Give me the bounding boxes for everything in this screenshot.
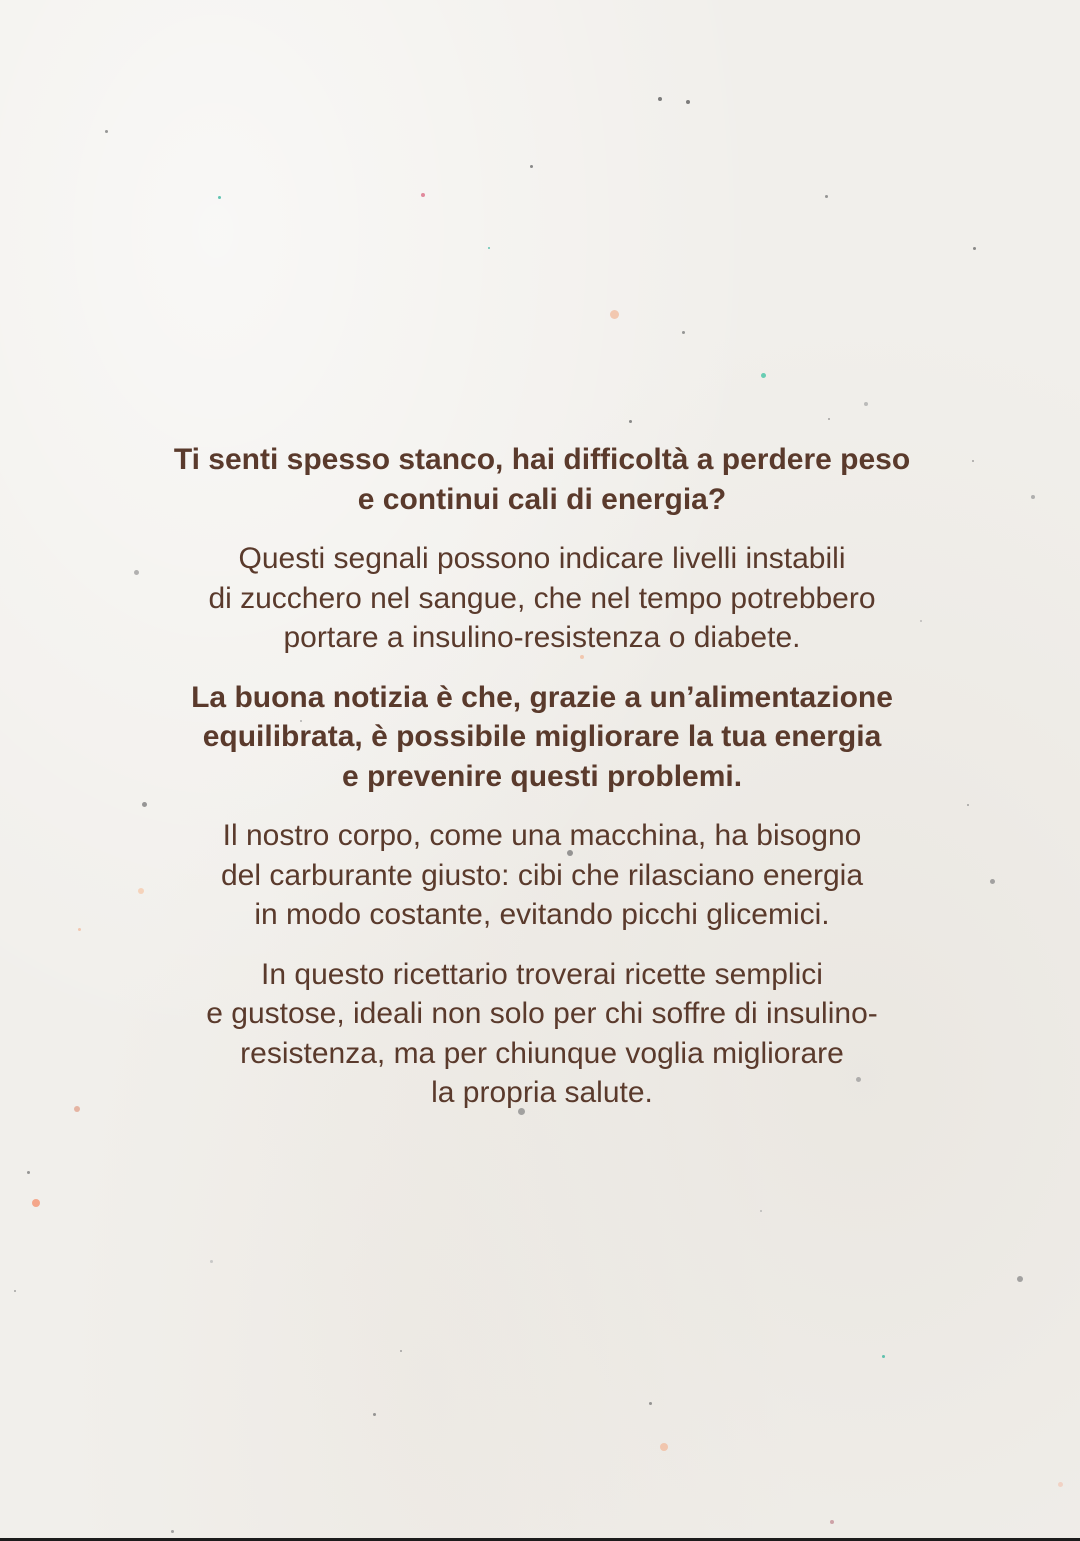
paper-speck bbox=[629, 420, 632, 423]
paper-speck bbox=[14, 1290, 16, 1292]
paper-speck bbox=[610, 310, 619, 319]
intro-text-block bbox=[120, 440, 964, 1133]
paper-speck bbox=[761, 373, 766, 378]
symptoms-paragraph: Questi segnali possono indicare livelli instabili di zucchero nel sangue, che nel tempo potrebbero portare a insulino-resistenza o diabete. bbox=[208, 542, 876, 654]
paper-speck bbox=[373, 1413, 376, 1416]
paper-speck bbox=[530, 165, 533, 168]
paper-speck bbox=[828, 418, 830, 420]
paper-speck bbox=[660, 1443, 668, 1451]
paper-speck bbox=[105, 130, 108, 133]
paper-speck bbox=[830, 1520, 834, 1524]
paper-speck bbox=[78, 928, 81, 931]
paper-speck bbox=[649, 1402, 652, 1405]
paper-speck bbox=[74, 1106, 80, 1112]
paper-speck bbox=[421, 193, 425, 197]
paper-speck bbox=[990, 879, 995, 884]
paper-speck bbox=[27, 1171, 30, 1174]
paper-speck bbox=[1017, 1276, 1023, 1282]
paper-speck bbox=[882, 1355, 885, 1358]
intro-question: Ti senti spesso stanco, hai difficoltà a perdere peso e continui cali di energia? bbox=[173, 443, 911, 516]
paper-speck bbox=[218, 196, 221, 199]
paper-speck bbox=[864, 402, 868, 406]
body-fuel-paragraph: Il nostro corpo, come una macchina, ha bisogno del carburante giusto: cibi che rilasciano energia in modo costante, evitando picchi glicemici. bbox=[220, 819, 864, 931]
paper-speck bbox=[686, 100, 690, 104]
paper-speck bbox=[210, 1260, 213, 1263]
paper-speck bbox=[682, 331, 685, 334]
paper-speck bbox=[973, 247, 976, 250]
paper-speck bbox=[488, 247, 490, 249]
paper-speck bbox=[972, 460, 974, 462]
paper-speck bbox=[658, 97, 662, 101]
paper-speck bbox=[760, 1210, 762, 1212]
recipe-book-paragraph: In questo ricettario troverai ricette semplici e gustose, ideali non solo per chi soffre di insulino- resistenza, ma per chiunque voglia migliorare la propria salute. bbox=[206, 957, 878, 1109]
paper-speck bbox=[1031, 495, 1035, 499]
paper-speck bbox=[32, 1199, 40, 1207]
paper-speck bbox=[1058, 1482, 1063, 1487]
paper-speck bbox=[825, 195, 828, 198]
paper-speck bbox=[400, 1350, 402, 1352]
paper-speck bbox=[967, 804, 969, 806]
paper-speck bbox=[171, 1530, 174, 1533]
good-news-paragraph: La buona notizia è che, grazie a un’alimentazione equilibrata, è possibile migliorare la tua energia e prevenire questi problemi. bbox=[191, 680, 893, 793]
